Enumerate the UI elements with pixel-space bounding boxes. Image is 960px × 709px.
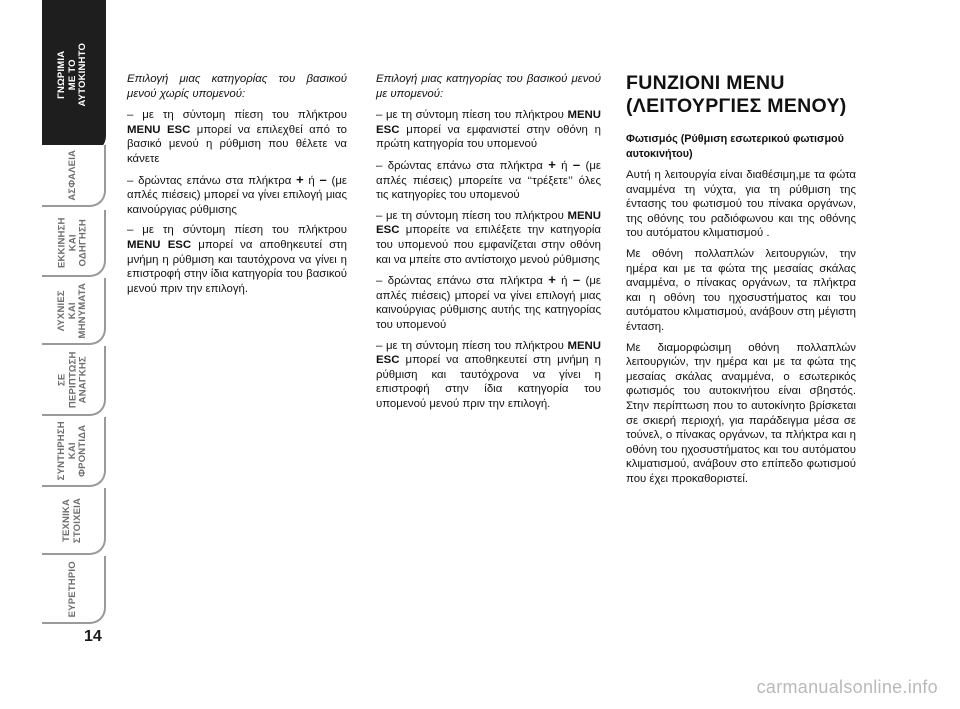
menu-esc-key: MENU ESC [127, 238, 192, 251]
minus-key-icon: – [572, 272, 581, 288]
tab-label: ΤΕΧΝΙΚΑ ΣΤΟΙΧΕΙΑ [61, 497, 83, 544]
tab-label: ΣΥΝΤΗΡΗΣΗ ΚΑΙ ΦΡΟΝΤΙΔΑ [56, 421, 89, 481]
tab-safety[interactable] [42, 145, 106, 207]
tab-lights-messages[interactable] [42, 278, 106, 345]
section-lead: Επιλογή μιας κατηγορίας του βασικού μενού με υπομενού: [376, 73, 601, 100]
page-number: 14 [84, 628, 102, 645]
tab-label: ΑΣΦΑΛΕΙΑ [66, 149, 78, 201]
paragraph: Με οθόνη πολλαπλών λειτουργιών, την ημέρα και με τα φώτα της μεσαίας σκάλας αναμμένα, ο πίνακας οργάνων, τα πλήκτρα και η οθόνη του ηχοσυστήματος και του αυτόματου κλιματισμού, ανάβουν στη μέγιστη ένταση. [626, 247, 856, 333]
tab-maintenance[interactable] [42, 417, 106, 487]
plus-key-icon: + [296, 171, 304, 187]
watermark: carmanualsonline.info [756, 677, 938, 697]
paragraph: – δρώντας επάνω στα πλήκτρα + ή – (με απλές πιέσεις) μπορεί να γίνει επιλογή μιας καινούργιας ρύθμισης [127, 171, 347, 216]
paragraph: – δρώντας επάνω στα πλήκτρα + ή – (με απλές πιέσεις) μπορεί να γίνει επιλογή μιας καινούργιας ρύθμισης αυτής της κατηγορίας του υπομενού [376, 272, 601, 331]
tab-emergency[interactable] [42, 346, 106, 416]
tab-index[interactable] [42, 556, 106, 624]
page-title: FUNZIONI MENU (ΛΕΙΤΟΥΡΓΙΕΣ ΜΕΝΟΥ) [626, 72, 847, 117]
paragraph: Αυτή η λειτουργία είναι διαθέσιμη,με τα φώτα αναμμένα τη νύχτα, για τη ρύθμιση της έντασης του φωτισμού του πίνακα οργάνων, της οθόνης του ραδιόφωνου και της οθόνης του αυτόματου κλιματισμού . [626, 169, 856, 240]
menu-esc-key: MENU ESC [127, 123, 191, 136]
paragraph: – με τη σύντομη πίεση του πλήκτρου MENU ESC μπορείτε να επιλέξετε την κατηγορία του υπομενού που εμφανίζεται στην οθόνη και να μπείτε στο αντίστοιχο μενού ρύθμισης [376, 209, 601, 266]
menu-esc-key: MENU ESC [376, 209, 601, 237]
paragraph: – με τη σύντομη πίεση του πλήκτρου MENU ESC μπορεί να εμφανιστεί στην οθόνη η πρώτη κατηγορία του υπομενού [376, 109, 601, 151]
column-main-menu-with-submenu [376, 72, 601, 417]
tab-technical-data[interactable] [42, 488, 106, 555]
plus-key-icon: + [548, 272, 556, 288]
menu-esc-key: MENU ESC [376, 339, 601, 367]
paragraph: – δρώντας επάνω στα πλήκτρα + ή – (με απλές πιέσεις) μπορείτε να ‘‘τρέξετε’’ όλες τις κατηγορίες του υπομενού [376, 156, 601, 202]
section-tabs [42, 0, 104, 625]
tab-label: ΣΕ ΠΕΡΙΠΤΩΣΗ ΑΝΑΓΚΗΣ [56, 351, 89, 409]
paragraph: – με τη σύντομη πίεση του πλήκτρου MENU ESC μπορεί να αποθηκευτεί στη μνήμη η ρύθμιση και ταυτόχρονα να γίνει η επιστροφή στην ίδια κατηγορία του υπομενού μενού πριν την επιλογή. [376, 339, 601, 410]
paragraph: Με διαμορφώσιμη οθόνη πολλαπλών λειτουργιών, την ημέρα και με τα φώτα της μεσαίας σκάλας αναμμένα, ο εσωτερικός φωτισμός του αυτοκινήτου είναι σβηστός. Στην περίπτωση που το αυτοκίνητο βρίσκεται σε σκιερή περιοχή, για παράδειγμα μέσα σε τούνελ, ο πίνακας οργάνων, τα πλήκτρα και η οθόνη του ηχοσυστήματος και του αυτόματου κλιματισμού, ανάβουν στο επίπεδο φωτισμού που έχει προκαθοριστεί. [626, 341, 856, 485]
plus-key-icon: + [548, 156, 556, 172]
minus-key-icon: – [319, 171, 327, 187]
menu-esc-key: MENU ESC [376, 109, 601, 136]
tab-label: ΛΥΧΝΙΕΣ ΚΑΙ ΜΗΝΥΜΑΤΑ [56, 282, 89, 339]
tab-label: ΓΝΩΡΙΜΙΑ ΜΕ ΤΟ ΑΥΤΟΚΙΝΗΤΟ [56, 43, 89, 107]
section-subtitle: Φωτισμός (Ρύθμιση εσωτερικού φωτισμού αυτοκινήτου) [626, 133, 844, 160]
column-menu-functions [626, 72, 856, 492]
tab-label: ΕΚΚΙΝΗΣΗ ΚΑΙ ΟΔΗΓΗΣΗ [56, 217, 89, 268]
tab-starting-driving[interactable] [42, 210, 106, 277]
section-lead: Επιλογή μιας κατηγορίας του βασικού μενού χωρίς υπομενού: [127, 73, 347, 100]
paragraph: – με τη σύντομη πίεση του πλήκτρου MENU ESC μπορεί να αποθηκευτεί στη μνήμη η ρύθμιση και ταυτόχρονα να γίνει η επιστροφή στην ίδια κατηγορία του βασικού μενού πριν την επιλογή. [127, 224, 347, 295]
tab-label: ΕΥΡΕΤΗΡΙΟ [66, 560, 78, 618]
column-main-menu-no-submenu [127, 72, 347, 302]
tab-getting-to-know-car[interactable] [42, 0, 106, 152]
minus-key-icon: – [572, 156, 581, 172]
paragraph: – με τη σύντομη πίεση του πλήκτρου MENU ESC μπορεί να επιλεχθεί από το βασικό μενού η ρύθμιση που θέλετε να κάνετε [127, 109, 348, 165]
